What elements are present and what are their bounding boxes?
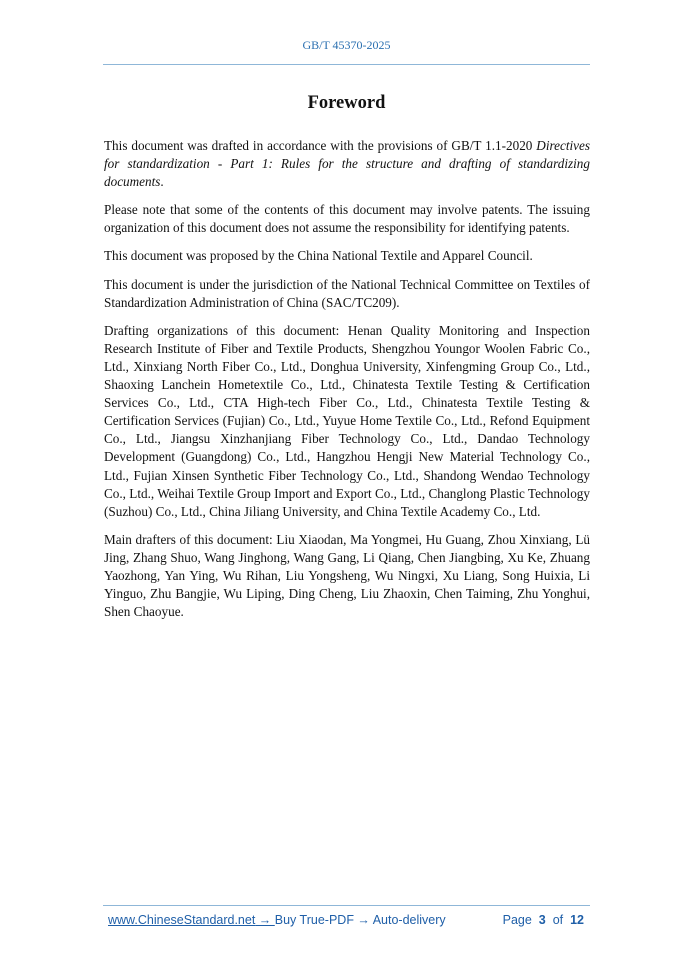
standard-title-italic: Directives for standardization - Part 1: Rules for the structure and drafting of standardizing documents — [104, 138, 590, 190]
page-label: Page — [502, 913, 532, 927]
page-current: 3 — [538, 913, 546, 927]
arrow-right-icon: → — [353, 913, 373, 927]
arrow-right-icon: → — [255, 913, 275, 927]
foreword-body — [104, 137, 590, 631]
paragraph-patents: Please note that some of the contents of this document may involve patents. The issuing organization of this document does not assume the responsibility for identifying patents. — [104, 202, 590, 236]
paragraph-drafting-rules-suffix: . — [160, 174, 164, 190]
website-link[interactable] — [108, 913, 275, 927]
page-total: 12 — [570, 913, 584, 927]
auto-delivery-text: Auto-delivery — [372, 913, 446, 927]
page-of-label: of — [552, 913, 564, 927]
paragraph-drafting-rules — [104, 137, 590, 191]
buy-true-pdf-text: Buy True-PDF — [274, 913, 354, 927]
paragraph-jurisdiction: This document is under the jurisdiction of the National Technical Committee on Textiles of Standardization Administration of China (SAC/TC209). — [104, 276, 590, 310]
header-divider — [103, 64, 590, 65]
paragraph-drafting-rules-prefix: This document was drafted in accordance with the provisions of GB/T 1.1-2020 — [104, 138, 537, 153]
paragraph-drafting-organizations: Drafting organizations of this document: Henan Quality Monitoring and Inspection Research Institute of Fiber and Textile Products, Shengzhou Youngor Woolen Fabric Co., Ltd., Xinxiang North Fiber Co., Ltd., Donghua University, Xinfengming Group Co., Ltd., Shaoxing Lanchein Hometextile Co., Ltd., Chinatesta Textile Testing & Certification Services Co., Ltd., CTA High-tech Fiber Co., Ltd., Chinatesta Textile Testing & Certification Services (Fujian) Co., Ltd., Yuyue Home Textile Co., Ltd., Refond Equipment Co., Ltd., Jiangsu Xinzhanjiang Fiber Technology Co., Ltd., Dandao Technology Development (Guangdong) Co., Ltd., Hangzhou Hengji New Material Technology Co., Ltd., Fujian Xinsen Synthetic Fiber Technology Co., Ltd., Shandong Wendao Technology Co., Ltd., Weihai Textile Group Import and Export Co., Ltd., Changlong Plastic Technology (Suzhou) Co., Ltd., China Jiliang University, and China Textile Academy Co., Ltd. — [104, 322, 590, 519]
page-title: Foreword — [307, 93, 386, 113]
page-indicator — [503, 913, 584, 927]
paragraph-main-drafters: Main drafters of this document: Liu Xiaodan, Ma Yongmei, Hu Guang, Zhou Xinxiang, Lü Jing, Zhang Shuo, Wang Jinghong, Wang Gang, Li Qiang, Chen Jiangbing, Xu Ke, Zhuang Yaozhong, Yan Ying, Wu Rihan, Liu Yongsheng, Wu Ningxi, Xu Liang, Song Huixia, Li Yinguo, Zhu Bangjie, Wu Liping, Ding Cheng, Liu Zhaoxin, Chen Taiming, Zhu Yonghui, Shen Chaoyue. — [104, 531, 590, 620]
footer-divider — [103, 905, 590, 906]
paragraph-proposed-by: This document was proposed by the China National Textile and Apparel Council. — [104, 248, 533, 264]
website-link-text: www.ChineseStandard.net — [108, 913, 256, 927]
page-footer — [108, 913, 588, 927]
document-id-header: GB/T 45370-2025 — [302, 38, 391, 52]
